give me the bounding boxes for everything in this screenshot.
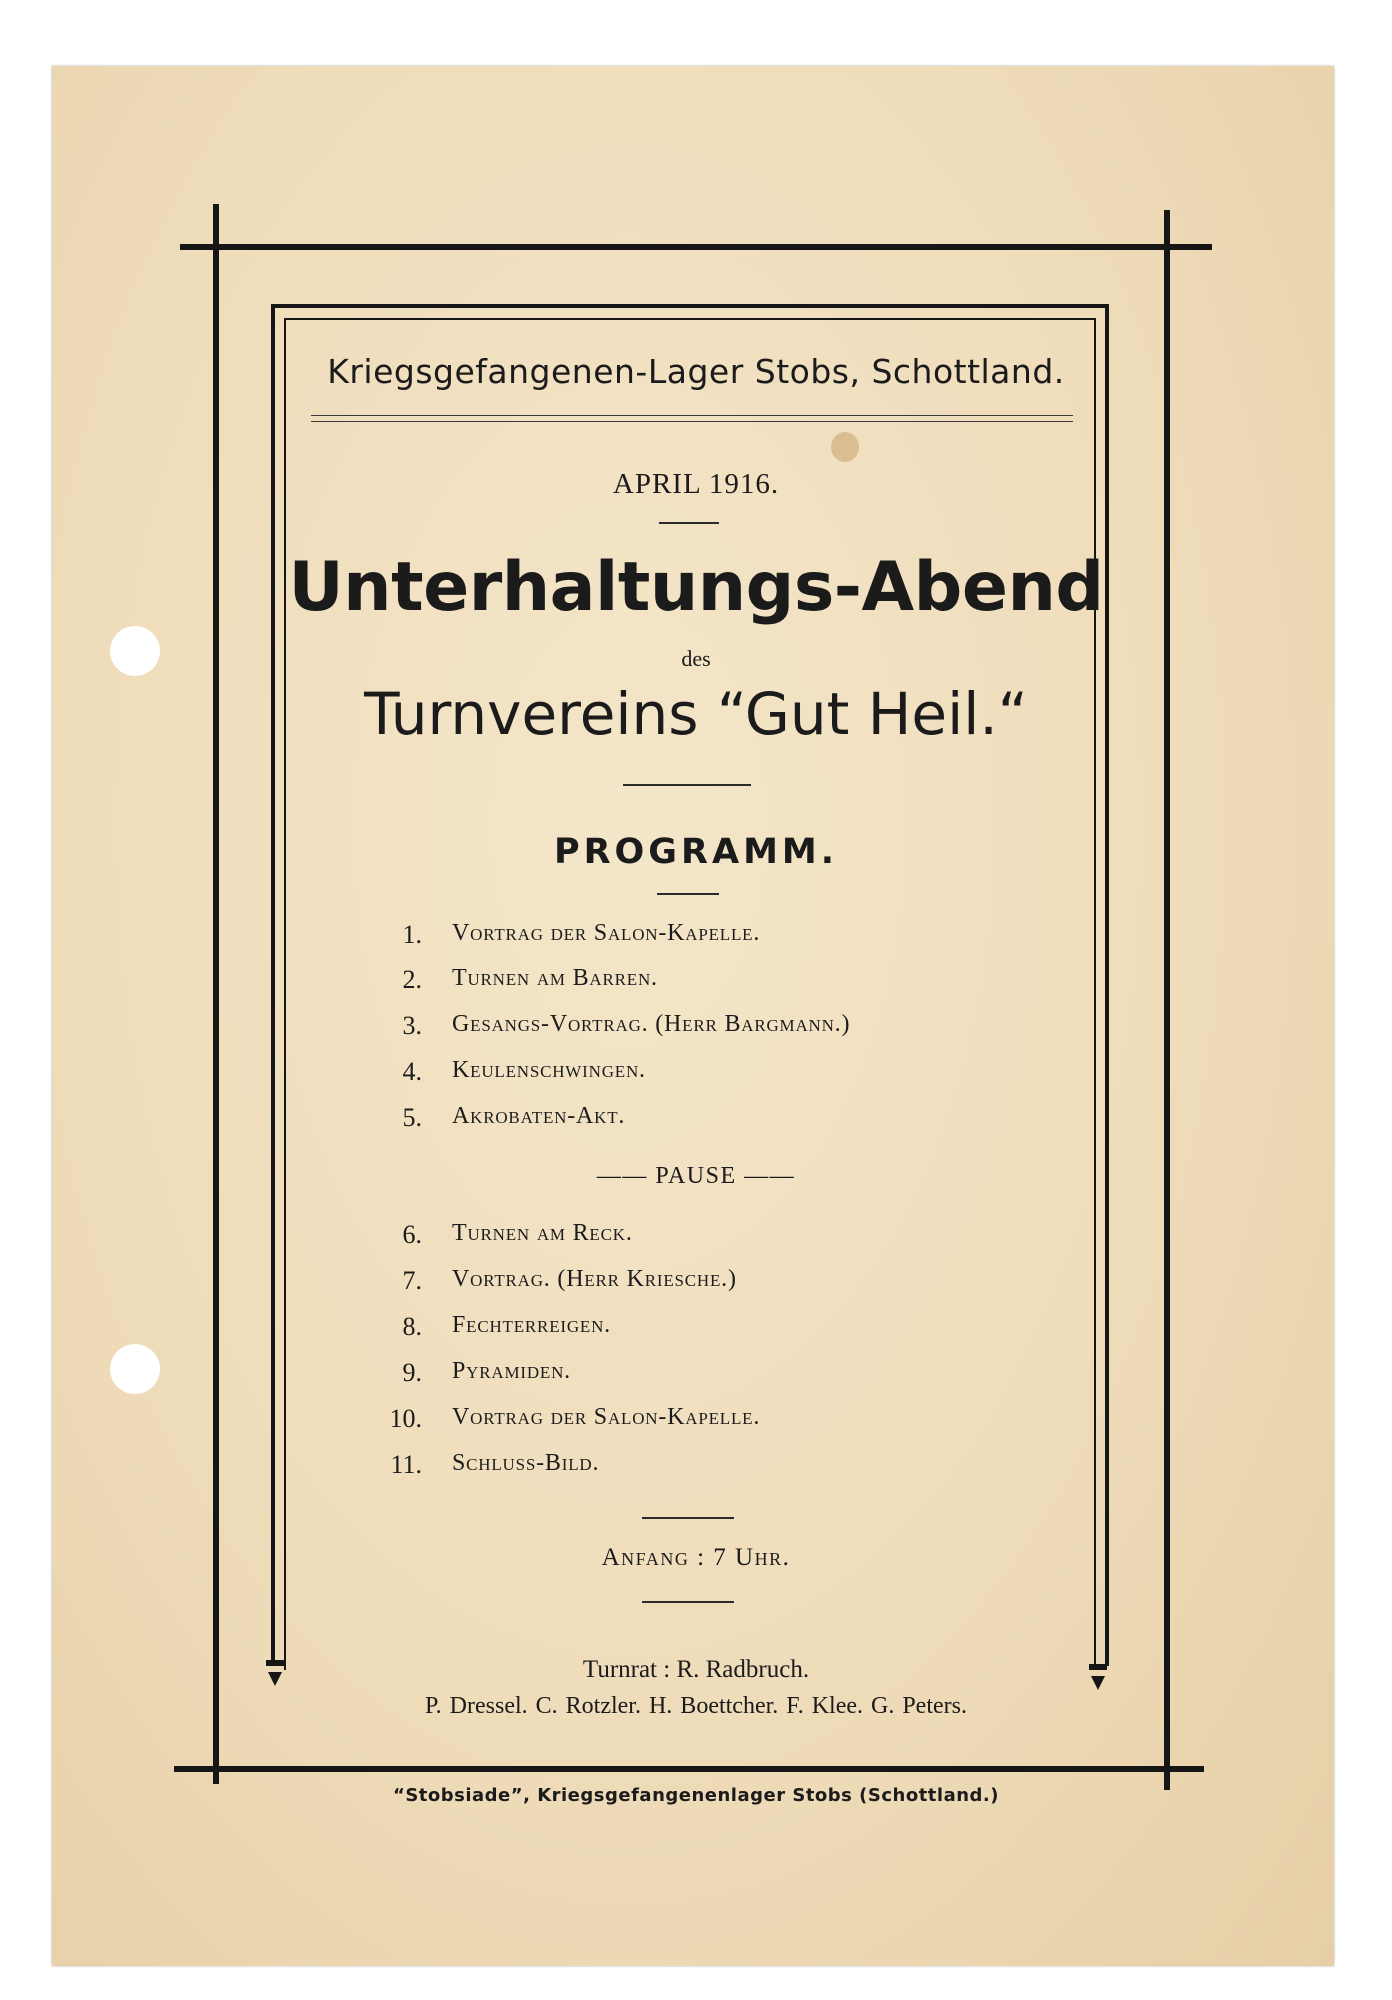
- start-time: Anfang : 7 Uhr.: [601, 1544, 791, 1571]
- item-number: 2.: [402, 965, 422, 994]
- item-number: 1.: [402, 920, 422, 949]
- frame-top-bar: [180, 244, 1212, 250]
- item-number: 11.: [390, 1450, 422, 1479]
- item-number: 5.: [402, 1103, 422, 1132]
- item-label: Vortrag. (Herr Kriesche.): [452, 1266, 737, 1292]
- divider: [657, 893, 719, 895]
- item-number: 6.: [402, 1220, 422, 1249]
- item-number: 7.: [402, 1266, 422, 1295]
- publisher-footer: “Stobsiade”, Kriegsgefangenenlager Stobs (Schottland.): [392, 1785, 999, 1806]
- item-number: 3.: [402, 1011, 422, 1040]
- club-name: Turnvereins “Gut Heil.“: [364, 680, 1028, 748]
- item-number: 8.: [402, 1312, 422, 1341]
- pause-label: —— PAUSE ——: [596, 1163, 796, 1189]
- item-number: 4.: [402, 1057, 422, 1086]
- punch-hole-bottom: [110, 1344, 160, 1394]
- frame-bottom-bar: [174, 1766, 1204, 1772]
- item-label: Schluss-Bild.: [452, 1450, 600, 1476]
- council-line: Turnrat : R. Radbruch.: [582, 1656, 810, 1683]
- divider: [642, 1601, 734, 1603]
- item-number: 9.: [402, 1358, 422, 1387]
- item-number: 10.: [389, 1404, 422, 1433]
- event-date: APRIL 1916.: [612, 468, 780, 500]
- item-label: Vortrag der Salon-Kapelle.: [452, 1404, 761, 1430]
- heading-rule-1: [311, 415, 1073, 416]
- divider: [659, 522, 719, 524]
- event-title: Unterhaltungs-Abend: [288, 548, 1104, 627]
- divider: [623, 784, 751, 786]
- item-label: Turnen am Reck.: [452, 1220, 633, 1246]
- item-label: Pyramiden.: [452, 1358, 571, 1384]
- item-label: Keulenschwingen.: [452, 1057, 646, 1083]
- item-label: Akrobaten-Akt.: [452, 1103, 626, 1129]
- item-label: Fechterreigen.: [452, 1312, 611, 1338]
- connector-word: des: [681, 646, 711, 671]
- program-heading: PROGRAMM.: [553, 832, 839, 872]
- council-members: P. Dressel. C. Rotzler. H. Boettcher. F. Klee. G. Peters.: [424, 1693, 967, 1719]
- item-label: Turnen am Barren.: [452, 965, 658, 991]
- heading-rule-2: [311, 421, 1073, 422]
- divider: [642, 1517, 734, 1519]
- item-label: Vortrag der Salon-Kapelle.: [452, 920, 761, 946]
- camp-heading: Kriegsgefangenen-Lager Stobs, Schottland.: [327, 352, 1065, 391]
- item-label: Gesangs-Vortrag. (Herr Bargmann.): [452, 1011, 851, 1037]
